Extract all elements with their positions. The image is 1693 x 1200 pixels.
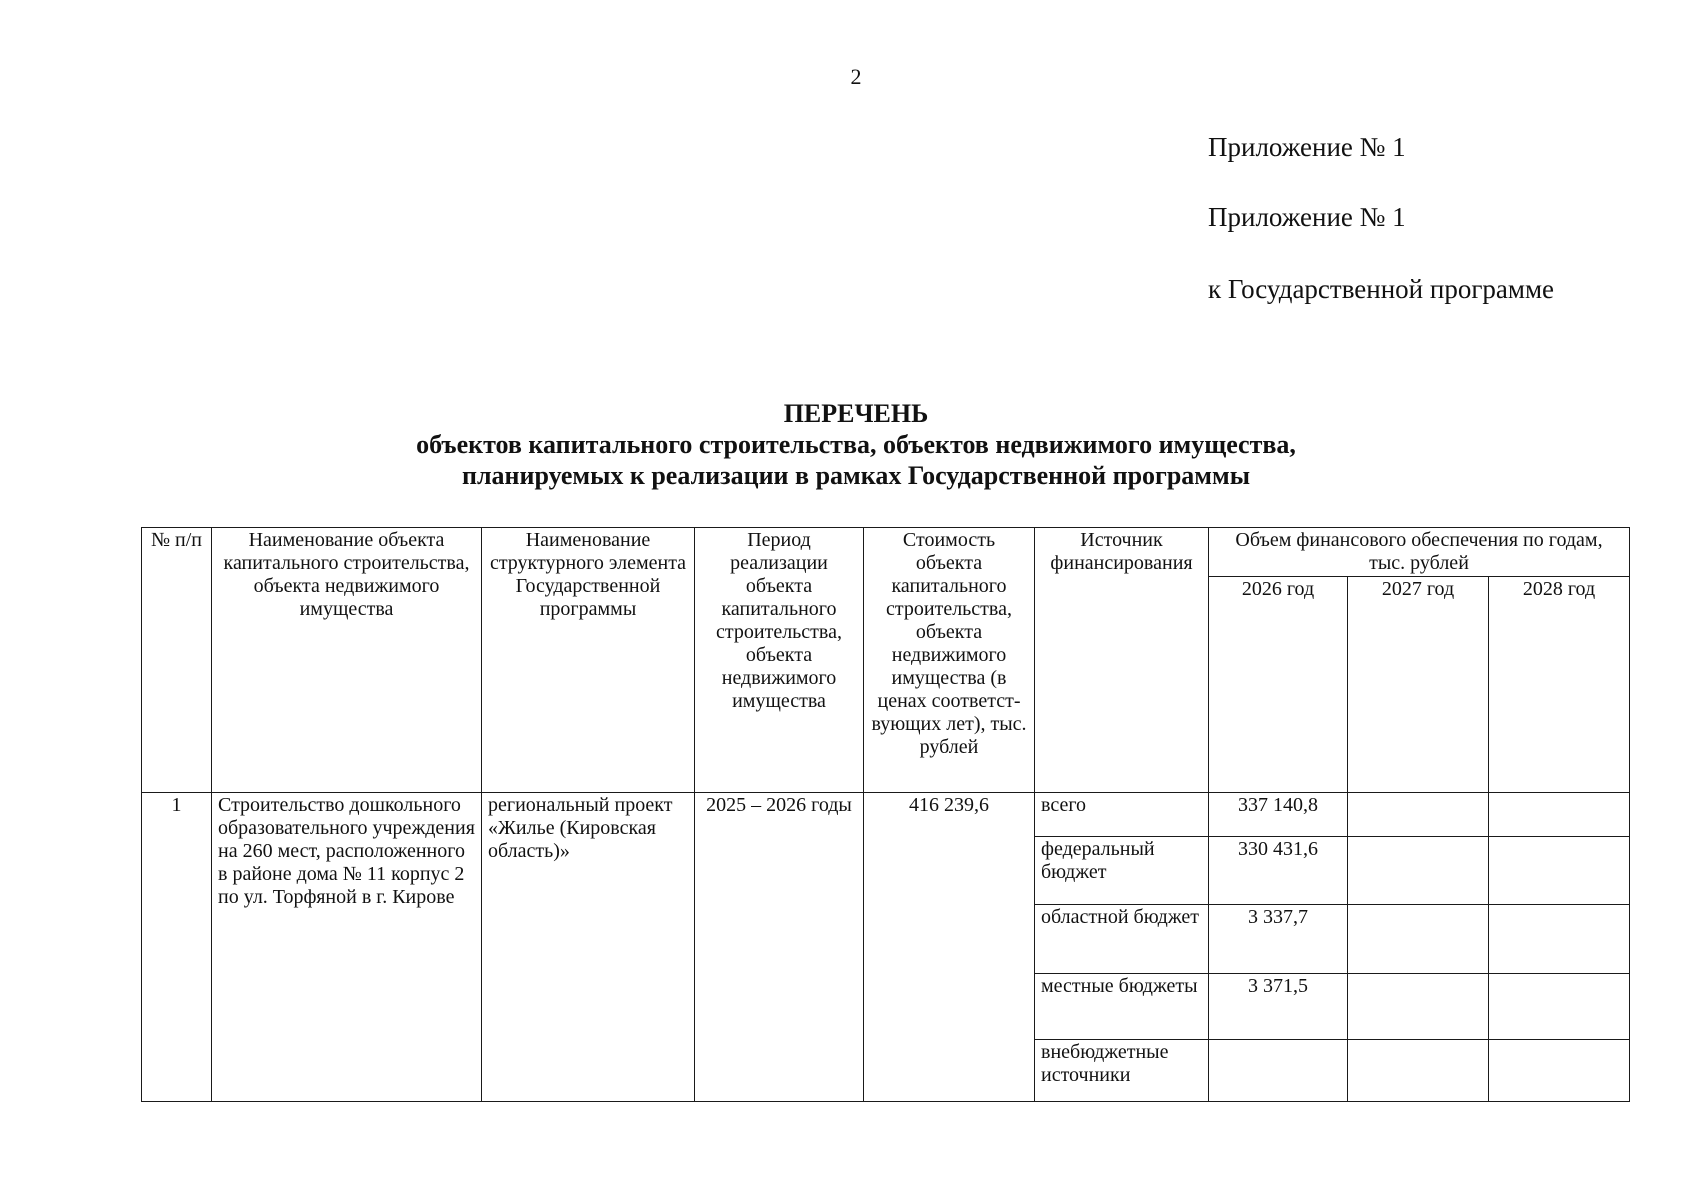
value-extrabudget-2027 [1348,1040,1489,1102]
source-federal: федеральный бюджет [1035,837,1209,905]
source-total: всего [1035,793,1209,837]
title-line-1: объектов капитального строительства, объектов недвижимого имущества, [416,430,1296,459]
value-total-2026: 337 140,8 [1209,793,1348,837]
document-title [0,398,1693,491]
header-object-name: Наименование объекта капитального строительства, объекта недвижимого имущества [212,528,482,793]
value-total-2027 [1348,793,1489,837]
appendix-line-2: Приложение № 1 [1208,202,1406,232]
appendix-line-1: Приложение № 1 [1208,132,1406,162]
header-volume: Объем финансового обеспечения по годам, тыс. рублей [1209,528,1630,577]
header-cost: Стоимость объекта капитального строительства, объекта недвижимого имущества (в ценах соответст-вующих лет), тыс. рублей [864,528,1035,793]
header-period: Период реализации объекта капитального строительства, объекта недвижимого имущества [695,528,864,793]
value-regional-2028 [1489,905,1630,974]
header-element: Наименование структурного элемента Государственной программы [482,528,695,793]
header-year-2026: 2026 год [1209,577,1348,793]
objects-table [141,527,1630,1102]
header-year-2028: 2028 год [1489,577,1630,793]
table-row [142,793,1630,837]
value-extrabudget-2026 [1209,1040,1348,1102]
value-federal-2026: 330 431,6 [1209,837,1348,905]
title-heading: ПЕРЕЧЕНЬ [783,399,929,428]
header-source: Источник финансирования [1035,528,1209,793]
value-federal-2028 [1489,837,1630,905]
value-regional-2026: 3 337,7 [1209,905,1348,974]
row-element: региональный проект «Жилье (Кировская область)» [482,793,695,1102]
source-regional: областной бюджет [1035,905,1209,974]
page-number: 2 [850,64,862,89]
title-line-2: планируемых к реализации в рамках Государственной программы [461,461,1251,490]
source-local: местные бюджеты [1035,974,1209,1040]
appendix-line-3: к Государственной программе [1208,274,1555,304]
row-object-name: Строительство дошкольного образовательного учреждения на 260 мест, расположенного в районе дома № 11 корпус 2 по ул. Торфяной в г. Кирове [212,793,482,1102]
row-num: 1 [142,793,212,1102]
row-cost: 416 239,6 [864,793,1035,1102]
source-extrabudget: внебюджетные источники [1035,1040,1209,1102]
row-period: 2025 – 2026 годы [695,793,864,1102]
value-local-2028 [1489,974,1630,1040]
header-year-2027: 2027 год [1348,577,1489,793]
value-total-2028 [1489,793,1630,837]
value-extrabudget-2028 [1489,1040,1630,1102]
header-num: № п/п [142,528,212,793]
value-federal-2027 [1348,837,1489,905]
value-local-2026: 3 371,5 [1209,974,1348,1040]
table-header-row [142,528,1630,577]
value-local-2027 [1348,974,1489,1040]
value-regional-2027 [1348,905,1489,974]
